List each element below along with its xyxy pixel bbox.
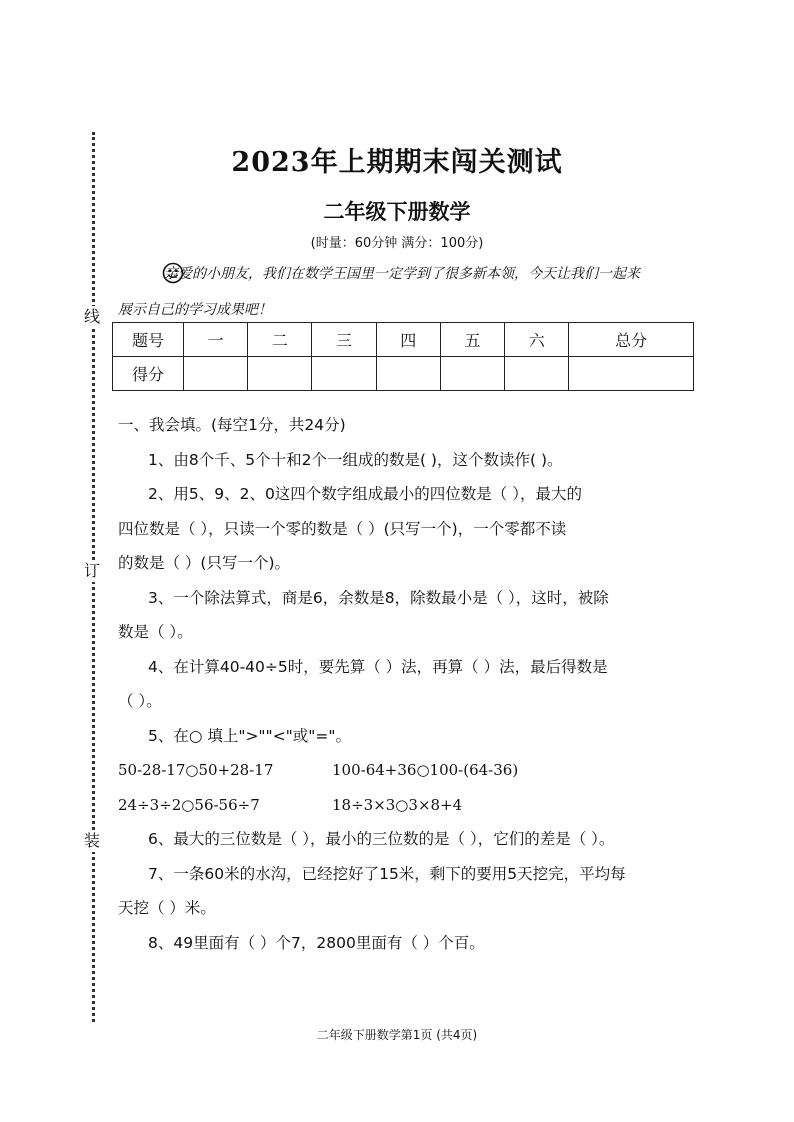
greeting-text-1: 亲爱的小朋友，我们在数学王国里一定学到了很多新本领，今天让我们一起来 <box>164 266 640 282</box>
score-table <box>112 322 694 391</box>
score-header-cell: 二 <box>248 323 312 357</box>
binding-char-ding: 订 <box>80 560 104 582</box>
score-header-cell: 一 <box>184 323 248 357</box>
score-row-label: 得分 <box>113 357 184 391</box>
score-table-score-row <box>113 357 694 391</box>
question-5-expressions-row-2 <box>118 788 696 823</box>
score-cell <box>248 357 312 391</box>
page-footer: 二年级下册数学第1页 (共4页) <box>316 1028 478 1042</box>
score-header-cell: 六 <box>505 323 569 357</box>
score-cell <box>505 357 569 391</box>
question-8: 8、49里面有（ ）个7，2800里面有（ ）个百。 <box>148 933 485 952</box>
score-header-cell: 题号 <box>113 323 184 357</box>
section-1-title: 一、我会填。(每空1分，共24分) <box>118 416 346 434</box>
question-3-line-1: 3、一个除法算式，商是6，余数是8，除数最小是（ ），这时，被除 <box>148 588 609 607</box>
binding-char-xian: 线 <box>80 306 104 328</box>
page-subtitle: 二年级下册数学 <box>323 199 471 224</box>
page-title: 2023年上期期末闯关测试 <box>231 147 563 178</box>
question-3-line-2: 数是（ ）。 <box>118 623 193 641</box>
question-5-expressions-row-1 <box>118 753 696 788</box>
question-7-line-2: 天挖（ ）米。 <box>118 899 216 917</box>
score-cell <box>440 357 504 391</box>
question-1: 1、由8个千、5个十和2个一组成的数是( )，这个数读作( )。 <box>148 450 563 469</box>
question-7-line-1: 7、一条60米的水沟，已经挖好了15米，剩下的要用5天挖完，平均每 <box>148 864 626 883</box>
greeting <box>118 256 698 328</box>
question-2-line-2: 四位数是（ ），只读一个零的数是（ ）(只写一个)，一个零都不读 <box>118 519 567 538</box>
binding-char-zhuang: 装 <box>80 830 104 852</box>
compare-expression: 18÷3×3○3×8+4 <box>332 795 463 814</box>
score-header-cell: 三 <box>312 323 376 357</box>
question-2-line-3: 的数是（ ）(只写一个)。 <box>118 554 291 572</box>
compare-expression: 50-28-17○50+28-17 <box>118 761 274 779</box>
exam-info: (时量：60分钟 满分：100分) <box>310 236 484 251</box>
greeting-line-2: 展示自己的学习成果吧！ <box>118 302 272 318</box>
compare-expression: 100-64+36○100-(64-36) <box>332 761 519 779</box>
question-4-line-1: 4、在计算40-40÷5时，要先算（ ）法，再算（ ）法，最后得数是 <box>148 657 608 676</box>
score-header-cell: 总分 <box>569 323 694 357</box>
question-4-line-2: （ ）。 <box>118 692 162 710</box>
score-cell <box>184 357 248 391</box>
score-cell <box>569 357 694 391</box>
question-6: 6、最大的三位数是（ ），最小的三位数的是（ ），它们的差是（ ）。 <box>148 830 615 848</box>
question-5: 5、在○ 填上">""<"或"="。 <box>148 726 352 745</box>
question-2-line-1: 2、用5、9、2、0这四个数字组成最小的四位数是（ ），最大的 <box>148 485 582 503</box>
score-table-header-row <box>113 323 694 357</box>
score-header-cell: 四 <box>376 323 440 357</box>
section-1 <box>118 408 696 960</box>
score-cell <box>312 357 376 391</box>
compare-expression: 24÷3÷2○56-56÷7 <box>118 795 260 814</box>
score-cell <box>376 357 440 391</box>
greeting-line-1 <box>118 256 698 292</box>
score-header-cell: 五 <box>440 323 504 357</box>
